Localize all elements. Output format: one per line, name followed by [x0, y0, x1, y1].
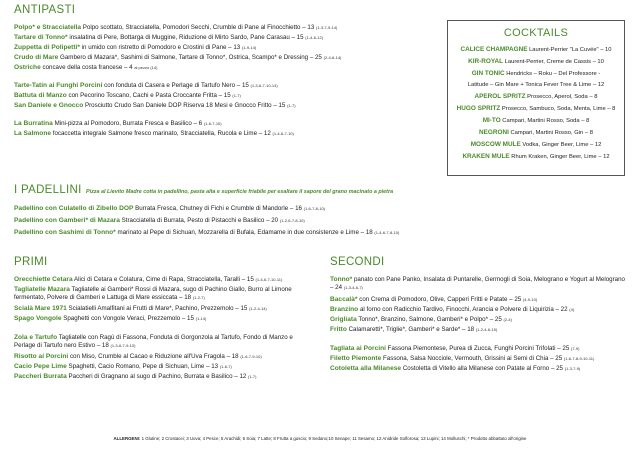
cocktail-line	[448, 117, 624, 124]
item-desc: panato con Pane Panko, Insalata di Puntarelle, Germogli di Soia, Melograno e Yogurt al Melograno – 24	[330, 276, 625, 291]
item-allergens: (1-7)	[248, 374, 257, 379]
item-desc: al forno con Radicchio Tardivo, Finocchi, Arancia e Polvere di Liquirizia – 22	[358, 306, 570, 313]
item-allergens: (4-9-10)	[522, 297, 538, 302]
menu-item	[330, 276, 630, 292]
item-name: Tartare di Tonno*	[14, 34, 68, 41]
menu-item	[14, 130, 294, 138]
item-desc: concave della costa francese – 4	[40, 64, 135, 71]
menu-item	[14, 205, 325, 213]
cocktail-line	[448, 129, 624, 136]
item-desc: con Pecorino Toscano, Cachi e Pasta Croccante Fritta – 15	[66, 92, 233, 99]
item-allergens: (1-6-7)	[219, 364, 232, 369]
cocktail-name: MI-TO	[482, 117, 501, 124]
item-desc: con Miso, Crumble al Cacao e Riduzione all'Uva Fragola – 18	[68, 353, 241, 360]
item-desc: con Crema di Pomodoro, Olive, Capperi Fritti e Patate – 25	[357, 296, 523, 303]
menu-item	[14, 44, 256, 52]
item-name: Polpo* e Stracciatella	[14, 24, 82, 31]
menu-item	[14, 286, 314, 302]
item-desc: Spaghetti, Cacio Romano, Pepe di Sichuan, Lime – 13	[66, 363, 220, 370]
item-allergens: (1-7)	[287, 103, 296, 108]
menu-item	[14, 34, 323, 42]
cocktail-line	[448, 105, 624, 112]
item-name: Padellino con Sashimi di Tonno*	[14, 229, 116, 236]
allergens-legend	[0, 436, 640, 441]
item-name: Orecchiette Cetara	[14, 276, 73, 283]
item-name: Tarte-Tatin ai Funghi Porcini	[14, 82, 103, 89]
menu-item	[330, 296, 537, 304]
cocktail-desc: Vodka, Ginger Beer, Lime – 12	[520, 142, 602, 148]
item-name: Branzino	[330, 306, 359, 313]
item-name: Baccalà*	[330, 296, 358, 303]
item-allergens: (1-2-4-6-15)	[475, 327, 498, 332]
item-allergens: (1-6-7-10)	[203, 121, 222, 126]
cocktail-name: KIR-ROYAL	[468, 58, 504, 65]
secondi-title: SECONDI	[330, 256, 385, 268]
menu-item	[14, 315, 206, 323]
cocktail-name: KRAKEN MULE	[462, 153, 510, 160]
item-desc: con fonduta di Casera e Perlage di Tartufo Nero – 15	[102, 82, 251, 89]
cocktail-name: NEGRONI	[479, 129, 509, 136]
item-desc: Tagliatelle con Ragù di Fassona, Fonduta di Gorgonzola al Tartufo, Fondo di Manzo e Perlage di Tartufo nero Estivo – 18	[14, 334, 293, 349]
item-allergens: (1-4-6-7-10-11)	[255, 277, 283, 282]
menu-item	[14, 334, 314, 350]
item-allergens: (1-7)	[232, 93, 241, 98]
item-allergens: (1-6-7-8-10)	[303, 206, 326, 211]
cocktail-desc: Laurent-Perrier "La Cuvée" – 10	[527, 47, 612, 53]
cocktail-name: CALICE CHAMPAGNE	[460, 46, 528, 53]
item-desc: focaccetta integrale Salmone fresco marinato, Stracciatella, Rucola e Lime – 12	[51, 130, 273, 137]
item-name: Padellino con Culatello di Zibello DOP	[14, 205, 134, 212]
item-name: Crudo di Mare	[14, 54, 59, 61]
item-desc: Calamaretti*, Triglie*, Gamberi* e Sarde* – 18	[346, 326, 476, 333]
item-allergens: (7-9)	[570, 346, 580, 351]
menu-item	[14, 64, 157, 72]
item-allergens: al pezzo (14)	[134, 65, 158, 70]
item-desc: Polpo scottato, Stracciatella, Pomodori Secchi, Crumble di Pane al Finocchietto – 13	[81, 24, 316, 31]
item-allergens: (1-6-7-8-9-10-11)	[563, 356, 595, 361]
cocktail-line	[448, 46, 624, 53]
cocktail-line	[448, 81, 624, 88]
menu-item	[14, 54, 341, 62]
item-allergens: (1-2-4-14)	[249, 306, 267, 311]
menu-item	[14, 373, 257, 381]
menu-item	[14, 102, 296, 110]
menu-item	[14, 24, 337, 32]
item-desc: Gambero di Mazara*, Sashimi di Salmone, Tartare di Tonno*, Ostrica, Scampo* e Dressing – 25	[58, 54, 324, 61]
item-allergens: (1-6-7-9-10)	[240, 354, 262, 359]
cocktail-name: GIN TONIC	[471, 70, 505, 77]
cocktail-line	[448, 153, 624, 160]
menu-item	[330, 365, 580, 373]
item-name: Risotto ai Porcini	[14, 353, 69, 360]
item-name: Ostriche	[14, 64, 41, 71]
item-desc: Burrata Fresca, Chutney di Fichi e Crumble di Mandorle – 16	[133, 205, 304, 212]
menu-item	[14, 353, 262, 361]
item-desc: Fassona, Salsa Nocciole, Vermouth, Grissini ai Semi di Chia – 25	[381, 355, 564, 362]
item-name: Scialà Mare 1971	[14, 305, 67, 312]
menu-item	[14, 363, 232, 371]
padellini-title: I PADELLINI	[14, 184, 82, 196]
item-allergens: (1-3-6-7-10-14)	[250, 83, 278, 88]
item-allergens: (1-3-7-9)	[564, 366, 581, 371]
item-allergens: (1-2-6-7-8-10)	[279, 218, 305, 223]
item-allergens: (1-3-4-6-7)	[343, 285, 363, 290]
menu-item	[14, 229, 399, 237]
item-name: La Burratina	[14, 120, 53, 127]
item-name: Cotoletta alla Milanese	[330, 365, 402, 372]
menu-item	[330, 306, 574, 314]
item-desc: Fassona Piemontese, Purea di Zucca, Funghi Porcini Trifolati – 25	[385, 345, 571, 352]
menu-item	[330, 355, 594, 363]
allergens-label: ALLERGENI:	[113, 436, 141, 441]
cocktail-name: APEROL SPRITZ	[474, 93, 526, 100]
item-desc: in umido con ristretto di Pomodoro e Crostini di Pane – 13	[79, 44, 242, 51]
item-allergens: (1-4-6-7-8-10)	[374, 230, 400, 235]
item-name: San Daniele e Gnocco	[14, 102, 84, 109]
cocktail-line	[448, 58, 624, 65]
item-name: Battuta di Manzo	[14, 92, 67, 99]
item-allergens: (2-4)	[503, 317, 512, 322]
menu-item	[14, 217, 305, 225]
item-name: La Salmone	[14, 130, 52, 137]
menu-item	[14, 92, 241, 100]
item-allergens: (1-2-7)	[192, 295, 205, 300]
item-desc: marinato al Pepe di Sichuan, Mozzarella di Bufala, Edamame in due consistenze e Lime – 18	[115, 229, 375, 236]
menu-item	[14, 305, 267, 313]
item-allergens: (1-14)	[195, 316, 207, 321]
primi-title: PRIMI	[14, 256, 48, 268]
item-desc: Paccheri di Gragnano al sugo di Pachino, Burrata e Basilico – 12	[66, 373, 249, 380]
allergens-text: 1 Glutine; 2 Crostacei; 3 Uova; 4 Pesce; 5 Arachidi; 6 Soia; 7 Latte; 8 Frutta a guscio; 9 Sedano;10 Senape; 11 Sesamo; 12 Anidride Solforosa; 13 Lupini; 14 Molluschi; * Prodotto abbattuto all'origine	[140, 436, 527, 441]
cocktail-desc: Rhum Kraken, Ginger Beer, Lime – 12	[509, 154, 610, 160]
item-allergens: (2-4-6-14)	[323, 55, 342, 60]
item-desc: Prosciutto Crudo San Daniele DOP Riserva 18 Mesi e Gnocco Fritto – 15	[83, 102, 288, 109]
cocktail-desc: Latitude – Gin Mare + Tonica Fever Tree & Lime – 12	[467, 82, 605, 88]
item-name: Tonno*	[330, 276, 353, 283]
item-name: Tagliata ai Porcini	[330, 345, 386, 352]
cocktail-desc: Laurent-Perrier, Creme de Cassis – 10	[503, 59, 604, 65]
item-name: Cacio Pepe Lime	[14, 363, 67, 370]
item-name: Zola e Tartufo	[14, 334, 58, 341]
menu-item	[14, 276, 282, 284]
item-name: Spago Vongole	[14, 315, 62, 322]
menu-item	[14, 82, 278, 90]
cocktail-name: HUGO SPRITZ	[456, 105, 501, 112]
item-allergens: (1-3-6-7-9-10)	[110, 343, 136, 348]
cocktail-line	[448, 141, 624, 148]
item-name: Grigliata	[330, 316, 357, 323]
cocktail-desc: Hendricks – Roku – Del Professore -	[504, 71, 601, 77]
item-name: Zuppetta di Polipetti*	[14, 44, 80, 51]
item-desc: Spaghetti con Vongole Veraci, Prezzemolo – 15	[61, 315, 196, 322]
item-name: Paccheri Burrata	[14, 373, 67, 380]
item-allergens: (1-3-7-9-14)	[315, 25, 338, 30]
antipasti-title: ANTIPASTI	[14, 4, 76, 16]
item-desc: Tonno*, Branzino, Salmone, Gamberi* e Polpo* – 25	[356, 316, 504, 323]
item-allergens: (4)	[569, 307, 575, 312]
item-name: Padellino con Gamberi* di Mazara	[14, 217, 120, 224]
cocktail-line	[448, 93, 624, 100]
item-desc: Costoletta di Vitello alla Milanese con Patate al Forno – 25	[401, 365, 565, 372]
cocktail-desc: Campari, Martini Rosso, Gin – 8	[508, 130, 593, 136]
item-name: Tagliatelle Mazara	[14, 286, 70, 293]
item-desc: Scialatielli Amalfitani ai Frutti di Mare*, Pachino, Prezzemolo – 15	[66, 305, 250, 312]
menu-item	[330, 345, 579, 353]
item-desc: insalatina di Pere, Bottarga di Muggine, Riduzione di Mirto Sardo, Pane Carasau – 15	[67, 34, 306, 41]
menu-item	[330, 316, 512, 324]
item-allergens: (1-4-6-7-10)	[272, 131, 294, 136]
cocktail-desc: Campari, Martini Rosso, Soda – 8	[500, 118, 590, 124]
item-allergens: (1-9-14)	[241, 45, 257, 50]
cocktail-name: MOSCOW MULE	[470, 141, 521, 148]
item-allergens: (1-4-6-12)	[305, 35, 324, 40]
cocktails-box	[447, 20, 625, 176]
menu-item	[330, 326, 497, 334]
item-name: Filetto Piemonte	[330, 355, 382, 362]
cocktails-title: COCKTAILS	[503, 27, 569, 39]
cocktail-desc: Prosecco, Aperol, Soda – 8	[525, 94, 598, 100]
item-desc: Alici di Cetara e Colatura, Cime di Rapa, Stracciatella, Taralli – 15	[72, 276, 256, 283]
item-desc: Mini-pizza al Pomodoro, Burrata Fresca e Basilico – 6	[52, 120, 204, 127]
cocktail-line	[448, 70, 624, 77]
item-name: Fritto	[330, 326, 347, 333]
item-desc: Stracciatella di Burrata, Pesto di Pistacchi e Basilico – 20	[119, 217, 280, 224]
item-desc: Tagliatelle ai Gamberi* Rossi di Mazara, sugo di Pachino Giallo, Burro al Limone fermentato, Polvere di Gamberi e Lattuga di Mare essiccata – 18	[14, 286, 292, 301]
padellini-subtitle: Pizza al Lievito Madre cotta in padellino, pasta alta e superficie friabile per esaltare il sapore del grano macinato a pietra	[86, 189, 394, 195]
cocktail-desc: Prosecco, Sambuco, Soda, Menta, Lime – 8	[500, 106, 616, 112]
menu-item	[14, 120, 222, 128]
